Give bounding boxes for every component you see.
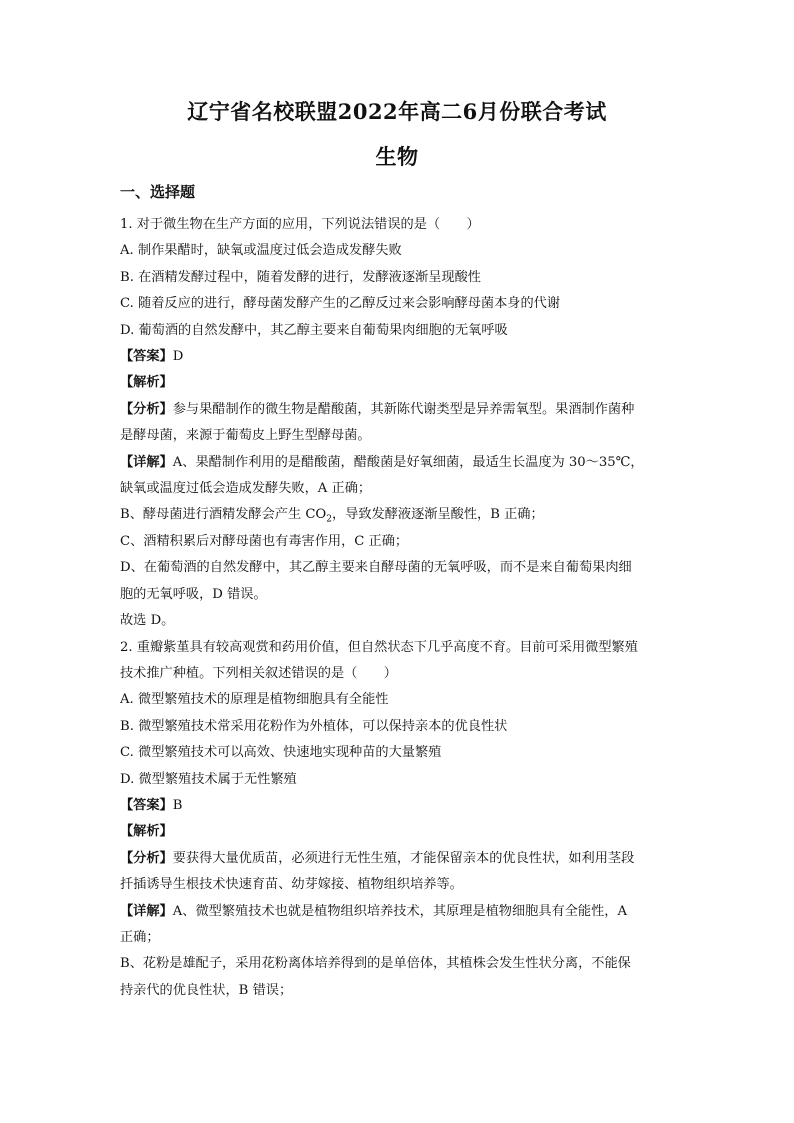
q2-analysis-label: 【解析】: [120, 824, 173, 840]
q1-analysis-label: 【解析】: [120, 375, 173, 391]
q2-xiangjie-b-cont: 持亲代的优良性状，B 错误；: [120, 982, 293, 998]
q2-stem-cont: 技术推广种植。下列相关叙述错误的是（ ）: [120, 665, 397, 681]
q2-option-d: D. 微型繁殖技术属于无性繁殖: [120, 771, 297, 787]
co2-subscript: 2: [326, 515, 332, 526]
q2-answer: [120, 793, 675, 819]
q2-option-c: C. 微型繁殖技术可以高效、快速地实现种苗的大量繁殖: [120, 745, 442, 761]
q2-xiangjie-a-cont: 正确；: [120, 929, 160, 945]
q1-xiangjie-a: [120, 450, 675, 476]
q1-option-d: D. 葡萄酒的自然发酵中，其乙醇主要来自葡萄果肉细胞的无氧呼吸: [120, 322, 508, 338]
answer-label: 【答案】: [120, 349, 173, 365]
q1-xiangjie-d-cont: 胞的无氧呼吸，D 错误。: [120, 586, 267, 602]
xiangjie-b-text-end: ，导致发酵液逐渐呈酸性，B 正确；: [331, 507, 544, 523]
section-heading: 一、选择题: [120, 183, 196, 201]
exam-title: 辽宁省名校联盟2022年高二6月份联合考试: [187, 99, 607, 124]
answer-label: 【答案】: [120, 797, 173, 813]
q2-fenxi-cont: 扦插诱导生根技术快速育苗、幼芽嫁接、植物组织培养等。: [120, 877, 463, 893]
q1-fenxi-cont: 是酵母菌，来源于葡萄皮上野生型酵母菌。: [120, 428, 371, 444]
q1-option-b: B. 在酒精发酵过程中，随着发酵的进行，发酵液逐渐呈现酸性: [120, 269, 481, 285]
q2-option-b: B. 微型繁殖技术常采用花粉作为外植体，可以保持亲本的优良性状: [120, 718, 508, 734]
fenxi-text: 要获得大量优质苗，必须进行无性生殖，才能保留亲本的优良性状，如利用茎段: [172, 850, 635, 866]
q2-fenxi: [120, 846, 675, 872]
q2-option-a: A. 微型繁殖技术的原理是植物细胞具有全能性: [120, 692, 389, 708]
question-content: [120, 212, 675, 1004]
q1-option-c: C. 随着反应的进行，酵母菌发酵产生的乙醇反过来会影响酵母菌本身的代谢: [120, 296, 561, 312]
xiangjie-text: A、果醋制作利用的是醋酸菌，醋酸菌是好氧细菌，最适生长温度为 30～35℃，: [172, 454, 644, 470]
subject-title: 生物: [375, 144, 419, 169]
q1-xiangjie-c: C、酒精积累后对酵母菌也有毒害作用，C 正确；: [120, 533, 409, 549]
q2-stem: 2. 重瓣紫堇具有较高观赏和药用价值，但自然状态下几乎高度不育。目前可采用微型繁殖: [120, 639, 638, 655]
fenxi-text: 参与果醋制作的微生物是醋酸菌，其新陈代谢类型是异养需氧型。果酒制作菌种: [172, 401, 635, 417]
q1-xiangjie-a-cont: 缺氧或温度过低会造成发酵失败，A 正确；: [120, 481, 372, 497]
xiangjie-b-text: B、酵母菌进行酒精发酵会产生 CO: [120, 507, 327, 523]
xiangjie-label: 【详解】: [120, 903, 173, 919]
answer-value: D: [172, 349, 184, 365]
q1-xiangjie-d: D、在葡萄酒的自然发酵中，其乙醇主要来自酵母菌的无氧呼吸，而不是来自葡萄果肉细: [120, 560, 632, 576]
q2-xiangjie-b: B、花粉是雄配子，采用花粉离体培养得到的是单倍体，其植株会发生性状分离，不能保: [120, 956, 631, 972]
fenxi-label: 【分析】: [120, 850, 173, 866]
q1-option-a: A. 制作果醋时，缺氧或温度过低会造成发酵失败: [120, 243, 402, 259]
fenxi-label: 【分析】: [120, 401, 173, 417]
q1-fenxi: [120, 397, 675, 423]
q1-answer: [120, 344, 675, 370]
q1-xiangjie-b: [120, 502, 675, 528]
answer-value: B: [172, 797, 183, 813]
q1-stem: 1. 对于微生物在生产方面的应用，下列说法错误的是（ ）: [120, 217, 480, 232]
xiangjie-text: A、微型繁殖技术也就是植物组织培养技术，其原理是植物细胞具有全能性，A: [172, 903, 627, 919]
xiangjie-label: 【详解】: [120, 454, 173, 470]
q1-conclusion: 故选 D。: [120, 613, 175, 629]
q2-xiangjie-a: [120, 899, 675, 925]
